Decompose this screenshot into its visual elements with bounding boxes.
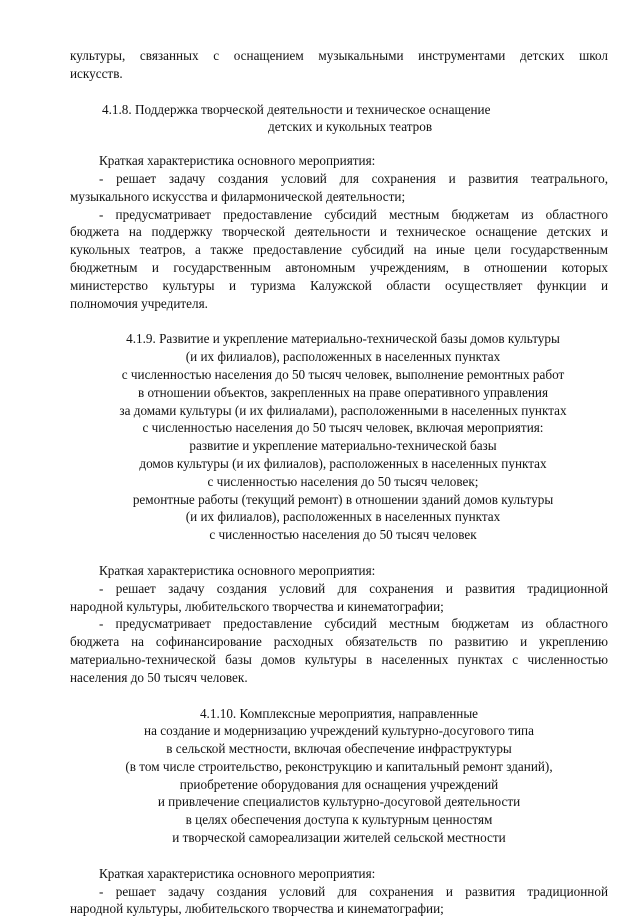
heading-line: 4.1.10. Комплексные мероприятия, направленные: [70, 705, 608, 723]
heading-line: на создание и модернизацию учреждений культурно-досугового типа: [70, 722, 608, 740]
text-line: бюджета на поддержку творческой деятельности и техническое оснащение детских и: [70, 223, 608, 241]
section-4-1-9: [70, 330, 608, 686]
text-line: музыкального искусства и филармонической деятельности;: [70, 188, 608, 206]
heading-line: (и их филиалов), расположенных в населенных пунктах: [78, 508, 608, 526]
text-line: кукольных театров, а также предоставление субсидий на иные цели государственным: [70, 241, 608, 259]
section-heading: [70, 705, 608, 847]
heading-line: с численностью населения до 50 тысяч человек;: [78, 473, 608, 491]
heading-line: с численностью населения до 50 тысяч человек, включая мероприятия:: [78, 419, 608, 437]
heading-line: в целях обеспечения доступа к культурным ценностям: [70, 811, 608, 829]
text-line: народной культуры, любительского творчества и кинематографии;: [70, 900, 608, 918]
text-line: министерство культуры и туризма Калужской области осуществляет функции и: [70, 277, 608, 295]
bullet-item: [70, 206, 608, 313]
text-line: бюджета на софинансирование расходных обязательств по развитию и укреплению: [70, 633, 608, 651]
document-page: [70, 47, 608, 918]
heading-line: с численностью населения до 50 тысяч человек: [78, 526, 608, 544]
bullet-item: [70, 883, 608, 918]
heading-line: ремонтные работы (текущий ремонт) в отношении зданий домов культуры: [78, 491, 608, 509]
heading-line: в отношении объектов, закрепленных на праве оперативного управления: [78, 384, 608, 402]
text-line: - решает задачу создания условий для сохранения и развития традиционной: [70, 883, 608, 901]
heading-line: домов культуры (и их филиалов), расположенных в населенных пунктах: [78, 455, 608, 473]
bullet-item: [70, 580, 608, 616]
text-line: - предусматривает предоставление субсидий местным бюджетам из областного: [70, 615, 608, 633]
text-line: - решает задачу создания условий для сохранения и развития театрального,: [70, 170, 608, 188]
heading-line: 4.1.8. Поддержка творческой деятельности и техническое оснащение: [102, 101, 608, 119]
heading-line: за домами культуры (и их филиалами), расположенными в населенных пунктах: [78, 402, 608, 420]
section-heading: [70, 101, 608, 137]
top-paragraph: [70, 47, 608, 83]
heading-line: в сельской местности, включая обеспечение инфраструктуры: [70, 740, 608, 758]
section-intro: Краткая характеристика основного мероприятия:: [70, 865, 608, 883]
heading-line: (и их филиалов), расположенных в населенных пунктах: [78, 348, 608, 366]
heading-line: развитие и укрепление материально-технической базы: [78, 437, 608, 455]
heading-line: с численностью населения до 50 тысяч человек, выполнение ремонтных работ: [78, 366, 608, 384]
text-line: искусств.: [70, 65, 608, 83]
bullet-item: [70, 170, 608, 206]
section-heading: [70, 330, 608, 544]
text-line: культуры, связанных с оснащением музыкальными инструментами детских школ: [70, 47, 608, 65]
text-line: - предусматривает предоставление субсидий местным бюджетам из областного: [70, 206, 608, 224]
section-4-1-10: [70, 705, 608, 918]
section-intro: Краткая характеристика основного мероприятия:: [70, 562, 608, 580]
heading-line: (в том числе строительство, реконструкцию и капитальный ремонт зданий),: [70, 758, 608, 776]
text-line: материально-технической базы домов культуры в населенных пунктах с численностью: [70, 651, 608, 669]
heading-line: приобретение оборудования для оснащения учреждений: [70, 776, 608, 794]
section-intro: Краткая характеристика основного мероприятия:: [70, 152, 608, 170]
heading-line: и привлечение специалистов культурно-досуговой деятельности: [70, 793, 608, 811]
text-line: - решает задачу создания условий для сохранения и развития традиционной: [70, 580, 608, 598]
text-line: полномочия учредителя.: [70, 295, 608, 313]
text-line: бюджетным и государственным автономным учреждениям, в отношении которых: [70, 259, 608, 277]
heading-line: и творческой самореализации жителей сельской местности: [70, 829, 608, 847]
heading-line: детских и кукольных театров: [102, 118, 608, 136]
section-4-1-8: [70, 101, 608, 313]
text-line: населения до 50 тысяч человек.: [70, 669, 608, 687]
bullet-item: [70, 615, 608, 686]
text-line: народной культуры, любительского творчества и кинематографии;: [70, 598, 608, 616]
heading-line: 4.1.9. Развитие и укрепление материально-технической базы домов культуры: [78, 330, 608, 348]
